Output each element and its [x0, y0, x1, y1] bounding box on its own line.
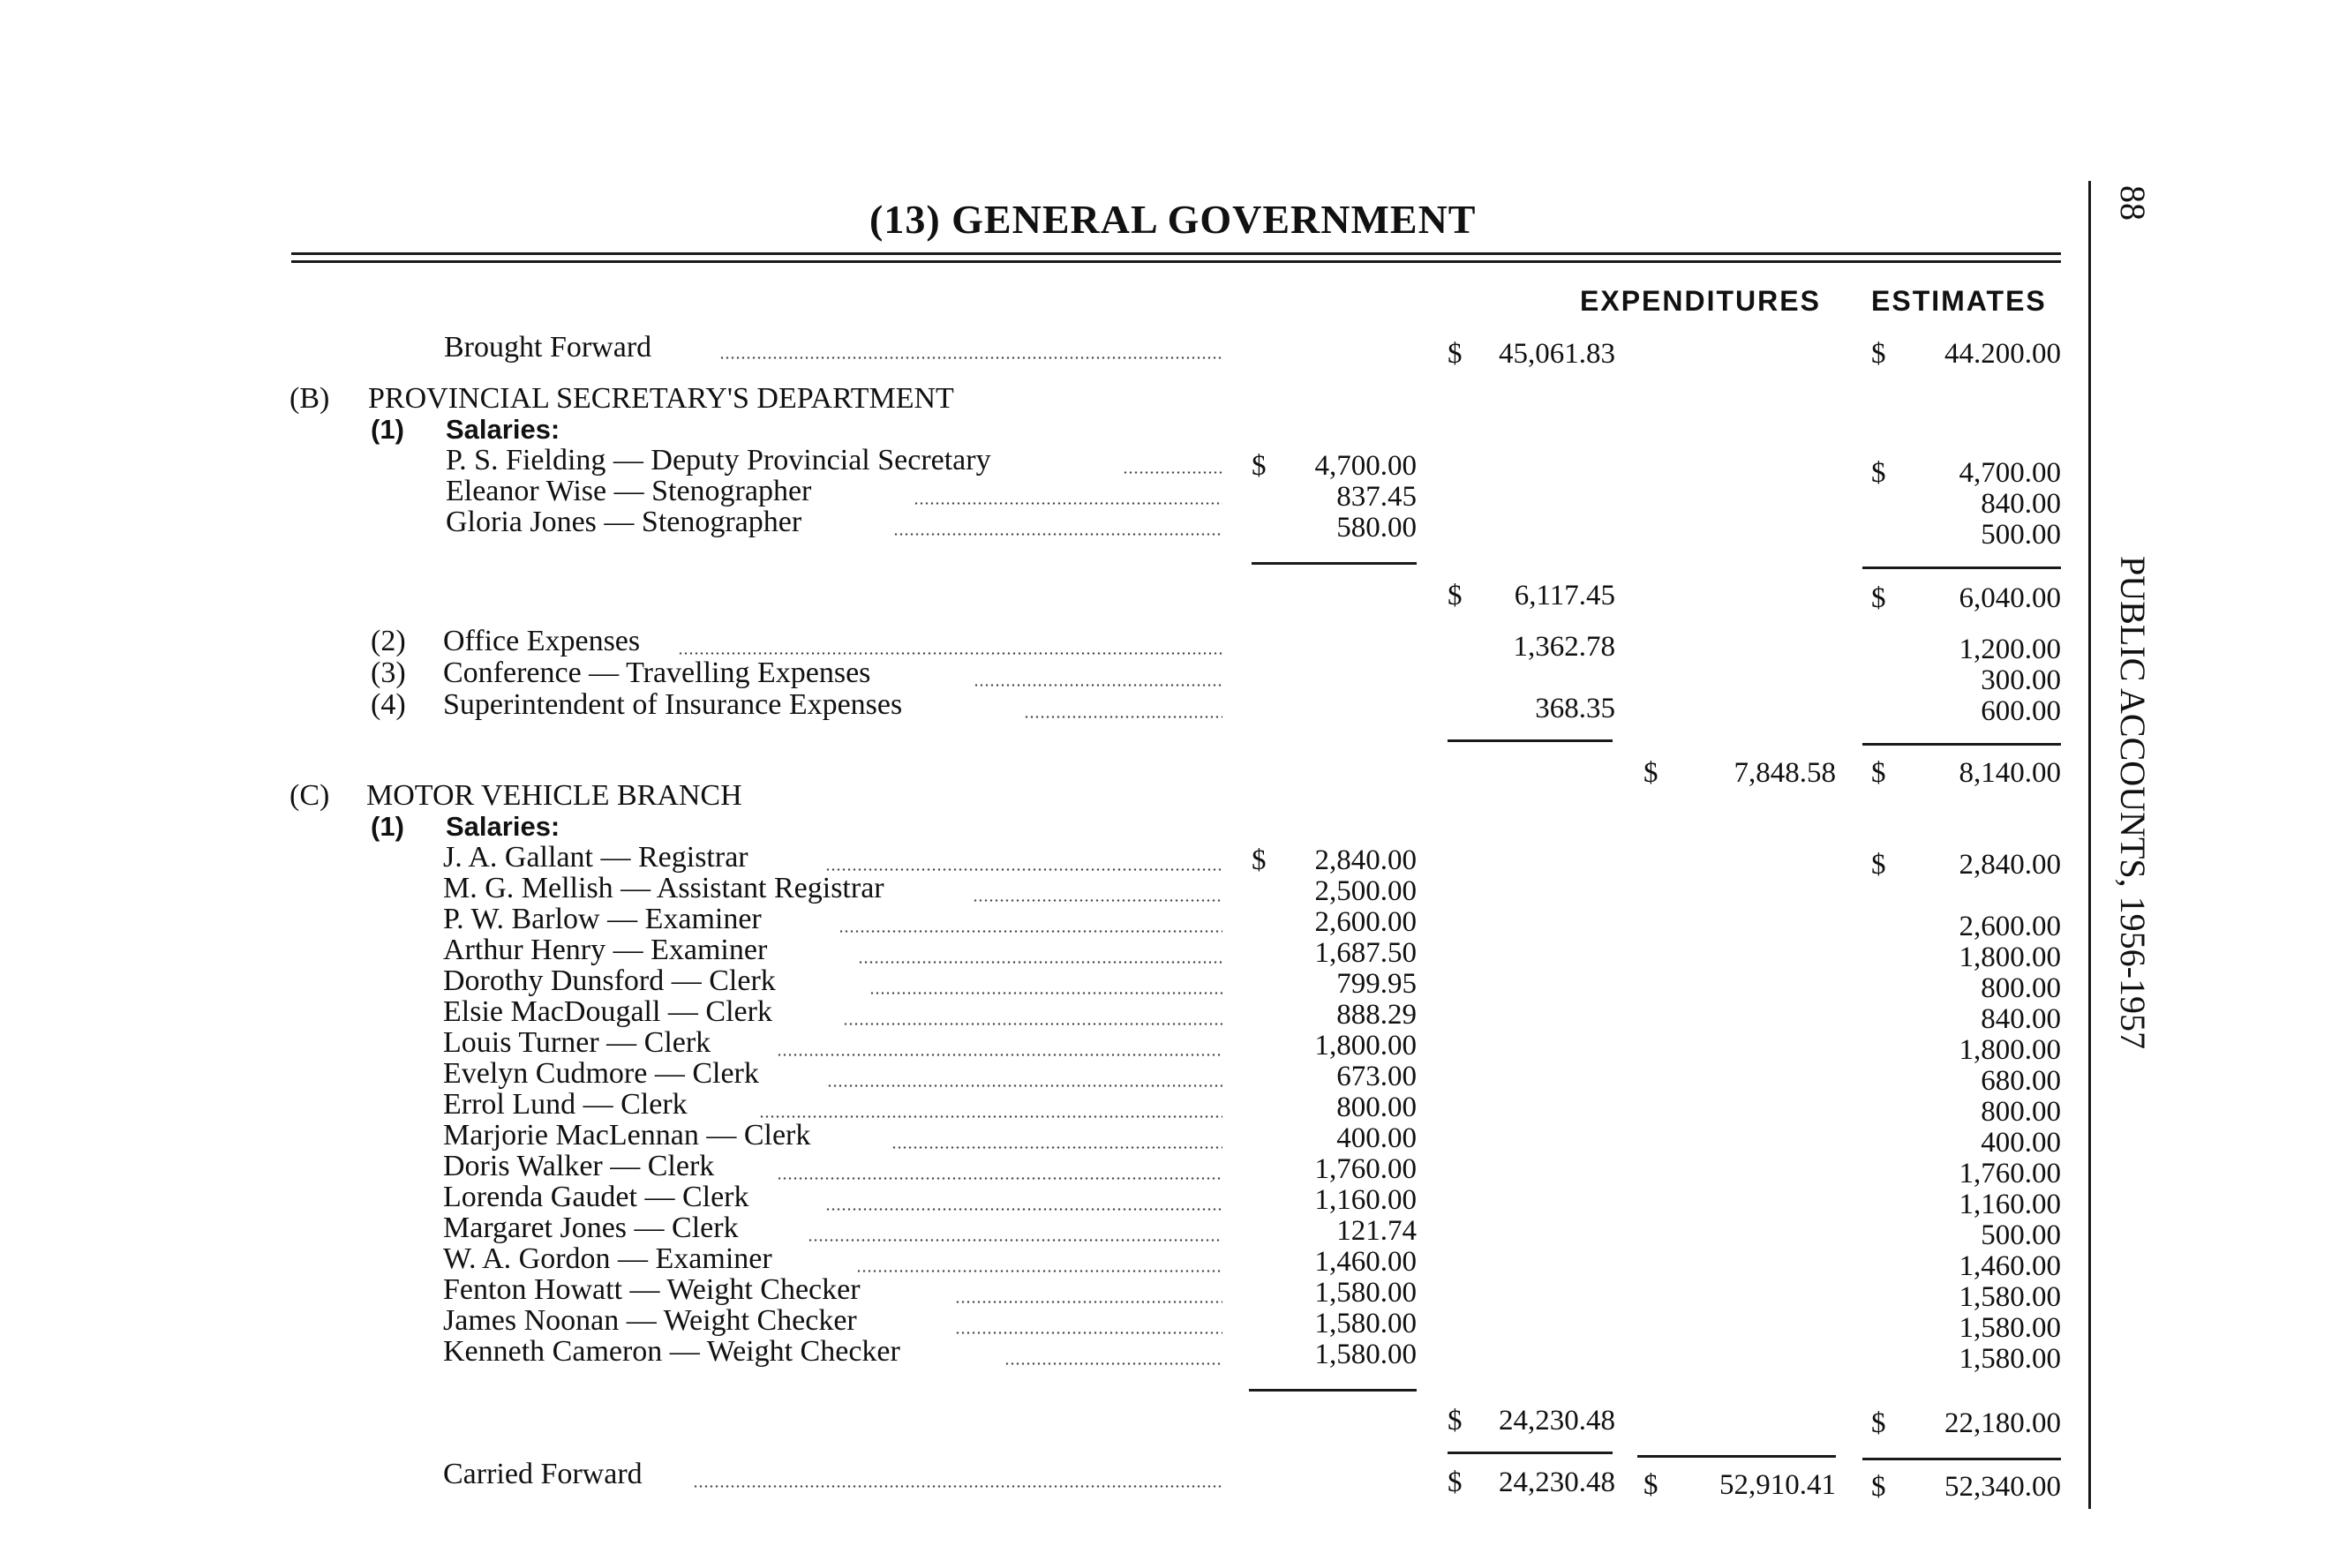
- salary-amount: 2,600.00: [1314, 906, 1417, 938]
- dot-leader: [825, 868, 1222, 871]
- salary-estimate: 1,800.00: [1959, 1034, 2061, 1066]
- section-b-letter: (B): [290, 382, 330, 415]
- salary-amount: 800.00: [1336, 1092, 1417, 1123]
- dot-leader: [955, 1301, 1222, 1303]
- section-b-total: 7,848.58: [1734, 757, 1836, 789]
- dot-leader: [839, 930, 1222, 933]
- dot-leader: [693, 1485, 1222, 1488]
- salary-estimate: 800.00: [1981, 1096, 2061, 1128]
- dot-leader: [759, 1115, 1222, 1118]
- salary-amount: 400.00: [1336, 1122, 1417, 1154]
- salary-name: Errol Lund — Clerk: [443, 1088, 688, 1121]
- salary-amount: 888.29: [1336, 999, 1417, 1031]
- running-title: PUBLIC ACCOUNTS, 1956-1957: [2113, 556, 2153, 1049]
- salary-amount: 1,580.00: [1314, 1308, 1417, 1339]
- section-c-subtotal-estimate-dollar: $: [1871, 1407, 1886, 1439]
- salary-name: Louis Turner — Clerk: [443, 1026, 711, 1059]
- salary-amount: 1,580.00: [1314, 1277, 1417, 1309]
- salary-amount: 1,580.00: [1314, 1339, 1417, 1370]
- dot-leader: [777, 1177, 1222, 1180]
- col-header-estimates: ESTIMATES: [1871, 285, 2047, 317]
- item-number: (3): [371, 656, 406, 689]
- dot-leader: [843, 1023, 1222, 1025]
- salary-estimate: 4,700.00: [1959, 457, 2061, 489]
- carried-forward-expenditure: 24,230.48: [1499, 1467, 1615, 1498]
- section-c-subtotal: 24,230.48: [1499, 1405, 1615, 1437]
- brought-forward-label: Brought Forward: [444, 331, 652, 364]
- salary-name: Margaret Jones — Clerk: [443, 1212, 739, 1244]
- brought-forward-expenditure: 45,061.83: [1499, 338, 1615, 370]
- salary-estimate: 680.00: [1981, 1065, 2061, 1097]
- item-number: (2): [371, 625, 406, 657]
- dot-leader: [827, 1084, 1222, 1087]
- section-b-subtotal: 6,117.45: [1514, 580, 1615, 611]
- section-b-subtotal-dollar: $: [1448, 580, 1463, 611]
- salary-name: Elsie MacDougall — Clerk: [443, 995, 772, 1028]
- item-number: (4): [371, 688, 406, 721]
- dot-leader: [974, 684, 1222, 686]
- dot-leader: [825, 1208, 1222, 1211]
- item-expenditure: 1,362.78: [1513, 631, 1615, 663]
- salary-estimate: 1,460.00: [1959, 1250, 2061, 1282]
- dot-leader: [777, 1054, 1222, 1056]
- dot-leader: [856, 1270, 1222, 1272]
- salary-amount: 1,160.00: [1314, 1184, 1417, 1216]
- page-title: (13) GENERAL GOVERNMENT: [869, 197, 1477, 242]
- dot-leader: [869, 992, 1222, 994]
- dot-leader: [719, 356, 1222, 359]
- carried-forward-dollar: $: [1448, 1467, 1463, 1498]
- salary-amount: 580.00: [1336, 512, 1417, 544]
- section-b-total-estimate: 8,140.00: [1959, 757, 2061, 789]
- section-c-letter: (C): [290, 779, 330, 812]
- salary-estimate: 840.00: [1981, 488, 2061, 520]
- carried-forward-label: Carried Forward: [443, 1458, 643, 1490]
- col-header-expenditures: EXPENDITURES: [1580, 285, 1821, 317]
- salary-name: Dorothy Dunsford — Clerk: [443, 964, 776, 997]
- item-estimate: 600.00: [1981, 695, 2061, 727]
- section-c-subtotal-estimate: 22,180.00: [1944, 1407, 2061, 1439]
- dot-leader: [891, 1146, 1222, 1149]
- salary-estimate: 2,840.00: [1959, 849, 2061, 881]
- salary-amount: 837.45: [1336, 481, 1417, 513]
- dot-leader: [1024, 716, 1222, 718]
- subtotal-rule: [1862, 566, 2061, 569]
- section-b-salaries-num: (1): [371, 414, 404, 445]
- salary-estimate: 500.00: [1981, 1219, 2061, 1251]
- salary-estimate: 840.00: [1981, 1003, 2061, 1035]
- dot-leader: [1004, 1362, 1222, 1365]
- salary-estimate: 1,160.00: [1959, 1189, 2061, 1220]
- salary-name: Doris Walker — Clerk: [443, 1150, 715, 1182]
- item-estimate: 1,200.00: [1959, 634, 2061, 665]
- salary-amount: 2,840.00: [1314, 844, 1417, 876]
- carried-forward-total: 52,910.41: [1719, 1469, 1836, 1501]
- salary-name: James Noonan — Weight Checker: [443, 1304, 857, 1337]
- salary-amount: 673.00: [1336, 1061, 1417, 1092]
- dot-leader: [678, 652, 1222, 655]
- brought-forward-estimate: 44.200.00: [1944, 338, 2061, 370]
- section-b-title: PROVINCIAL SECRETARY'S DEPARTMENT: [368, 382, 954, 415]
- item-estimate: 300.00: [1981, 664, 2061, 696]
- salary-name: Eleanor Wise — Stenographer: [446, 475, 812, 507]
- section-b-estimate-dollar: $: [1871, 457, 1886, 489]
- salary-estimate: 1,580.00: [1959, 1281, 2061, 1313]
- salary-name: Arthur Henry — Examiner: [443, 934, 768, 966]
- salary-estimate: 1,580.00: [1959, 1312, 2061, 1344]
- salary-name: Lorenda Gaudet — Clerk: [443, 1181, 749, 1213]
- salary-name: Gloria Jones — Stenographer: [446, 506, 802, 538]
- item-name: Office Expenses: [443, 625, 641, 657]
- carried-forward-total-dollar: $: [1643, 1469, 1658, 1501]
- salary-estimate: 1,760.00: [1959, 1158, 2061, 1189]
- salary-amount: 1,760.00: [1314, 1153, 1417, 1185]
- salary-name: P. W. Barlow — Examiner: [443, 903, 762, 935]
- subtotal-rule: [1249, 1389, 1417, 1392]
- total-rule: [1448, 739, 1613, 742]
- subtotal-rule: [1252, 562, 1417, 565]
- salary-name: W. A. Gordon — Examiner: [443, 1242, 772, 1275]
- carried-forward-estimate-dollar: $: [1871, 1471, 1886, 1503]
- total-rule: [1862, 743, 2061, 746]
- salary-name: Kenneth Cameron — Weight Checker: [443, 1335, 900, 1368]
- section-c-estimate-dollar: $: [1871, 849, 1886, 881]
- salary-estimate: 500.00: [1981, 519, 2061, 551]
- item-expenditure: 368.35: [1535, 693, 1615, 724]
- section-b-subtotal-estimate: 6,040.00: [1959, 582, 2061, 614]
- item-name: Superintendent of Insurance Expenses: [443, 688, 903, 721]
- carried-rule: [1448, 1452, 1613, 1454]
- salary-estimate: 2,600.00: [1959, 911, 2061, 942]
- dot-leader: [858, 961, 1222, 964]
- carried-rule: [1862, 1458, 2061, 1460]
- page-number: 88: [2113, 185, 2153, 221]
- section-c-subtotal-dollar: $: [1448, 1405, 1463, 1437]
- brought-forward-dollar: $: [1448, 338, 1463, 370]
- salary-name: Fenton Howatt — Weight Checker: [443, 1273, 861, 1306]
- salary-estimate: 1,580.00: [1959, 1343, 2061, 1375]
- section-b-subtotal-estimate-dollar: $: [1871, 582, 1886, 614]
- section-c-salaries-label: Salaries:: [446, 811, 560, 842]
- item-name: Conference — Travelling Expenses: [443, 656, 871, 689]
- salary-amount: 121.74: [1336, 1215, 1417, 1247]
- salary-estimate: 400.00: [1981, 1127, 2061, 1159]
- header-rule-top: [291, 252, 2061, 255]
- salary-name: M. G. Mellish — Assistant Registrar: [443, 872, 884, 904]
- salary-estimate: 1,800.00: [1959, 942, 2061, 973]
- dot-leader: [808, 1239, 1222, 1242]
- carried-rule: [1637, 1455, 1836, 1458]
- salary-amount: 1,687.50: [1314, 937, 1417, 969]
- brought-forward-estimate-dollar: $: [1871, 338, 1886, 370]
- dot-leader: [893, 533, 1222, 536]
- salary-name: Marjorie MacLennan — Clerk: [443, 1119, 811, 1152]
- dot-leader: [973, 899, 1222, 902]
- salary-amount: 4,700.00: [1314, 450, 1417, 482]
- section-c-salaries-num: (1): [371, 811, 404, 842]
- salary-amount: 1,800.00: [1314, 1030, 1417, 1062]
- section-b-amount-dollar: $: [1252, 450, 1267, 482]
- section-b-total-estimate-dollar: $: [1871, 757, 1886, 789]
- salary-amount: 799.95: [1336, 968, 1417, 1000]
- salary-name: Evelyn Cudmore — Clerk: [443, 1057, 759, 1090]
- salary-amount: 2,500.00: [1314, 875, 1417, 907]
- salary-estimate: 800.00: [1981, 972, 2061, 1004]
- dot-leader: [914, 502, 1222, 505]
- salary-name: P. S. Fielding — Deputy Provincial Secretary: [446, 444, 991, 476]
- salary-name: J. A. Gallant — Registrar: [443, 841, 748, 874]
- dot-leader: [955, 1332, 1222, 1334]
- section-c-amount-dollar: $: [1252, 844, 1267, 876]
- sidebar-rule: [2088, 181, 2091, 1509]
- section-c-title: MOTOR VEHICLE BRANCH: [366, 779, 742, 812]
- dot-leader: [1123, 471, 1222, 474]
- header-rule-bottom: [291, 260, 2061, 263]
- salary-amount: 1,460.00: [1314, 1246, 1417, 1278]
- carried-forward-estimate: 52,340.00: [1944, 1471, 2061, 1503]
- section-b-salaries-label: Salaries:: [446, 414, 560, 445]
- section-b-total-dollar: $: [1643, 757, 1658, 789]
